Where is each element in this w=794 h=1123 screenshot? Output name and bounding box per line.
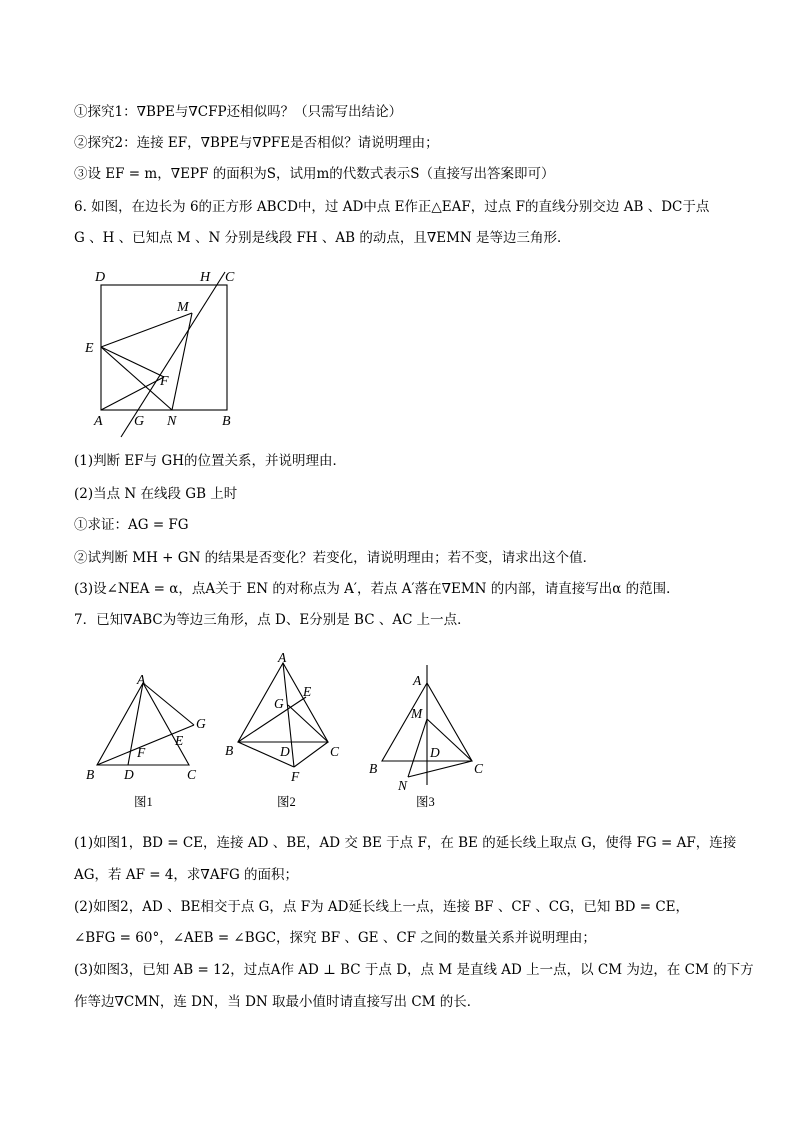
f3-label-A: A	[413, 673, 422, 688]
f3-label-M: M	[411, 706, 423, 721]
f2-label-A: A	[278, 650, 287, 665]
f1-label-D: D	[124, 767, 134, 782]
label-N: N	[167, 414, 177, 429]
q6-part1: (1)判断 EF与 GH的位置关系，并说明理由．	[74, 453, 346, 469]
f3-label-B: B	[369, 761, 378, 776]
label-G: G	[134, 414, 145, 429]
f2-label-B: B	[225, 743, 234, 758]
f3-label-C: C	[474, 761, 484, 776]
fig3-caption: 图3	[416, 795, 435, 809]
q7-part3-line1: (3)如图3，已知 AB = 12，过点A作 AD ⊥ BC 于点 D，点 M 是直线 AD 上一点，以 CM 为边，在 CM 的下方	[74, 962, 754, 978]
f3-label-D: D	[430, 745, 440, 760]
label-H: H	[200, 270, 211, 285]
f2-label-D: D	[280, 744, 290, 759]
q5-part1: ①探究1：∇BPE与∇CFP还相似吗？（只需写出结论）	[74, 104, 403, 120]
label-F: F	[160, 374, 169, 389]
q7-part2-line2: ∠BFG = 60°，∠AEB = ∠BGC，探究 BF 、GE 、CF 之间的数量关系并说明理由；	[74, 930, 596, 946]
q6-part2-sub2: ②试判断 MH + GN 的结果是否变化？若变化，请说明理由；若不变，请求出这个值．	[74, 550, 597, 566]
q5-part2: ②探究2：连接 EF，∇BPE与∇PFE是否相似？请说明理由；	[74, 135, 439, 151]
f1-label-G: G	[196, 716, 206, 731]
label-M: M	[177, 300, 189, 315]
q7-part2-line1: (2)如图2，AD 、BE相交于点 G，点 F为 AD延长线上一点，连接 BF 、CF 、CG，已知 BD = CE，	[74, 899, 690, 915]
q7-part1-line2: AG，若 AF = 4，求∇AFG 的面积；	[74, 867, 299, 883]
f1-label-A: A	[137, 672, 146, 687]
q7-part1-line1: (1)如图1，BD = CE，连接 AD 、BE，AD 交 BE 于点 F，在 BE 的延长线上取点 G，使得 FG = AF，连接	[74, 835, 737, 851]
q7-figures	[80, 645, 520, 820]
f2-label-C: C	[330, 744, 340, 759]
fig2-caption: 图2	[277, 795, 296, 809]
label-E: E	[85, 341, 94, 356]
f2-label-G: G	[274, 696, 284, 711]
q7-part3-line2: 作等边∇CMN，连 DN，当 DN 取最小值时请直接写出 CM 的长．	[74, 994, 481, 1010]
q6-square-figure	[80, 262, 250, 442]
q6-part2-sub1: ①求证：AG = FG	[74, 517, 189, 533]
label-C: C	[225, 270, 235, 285]
q6-stem-line1: 6. 如图，在边长为 6的正方形 ABCD中，过 AD中点 E作正△EAF，过点 F的直线分别交边 AB 、DC于点	[74, 199, 710, 215]
f1-label-C: C	[187, 767, 197, 782]
f1-label-E: E	[175, 733, 184, 748]
q5-part3: ③设 EF = m，∇EPF 的面积为S，试用m的代数式表示S（直接写出答案即可）	[74, 166, 555, 182]
label-B: B	[222, 414, 231, 429]
f3-label-N: N	[398, 778, 408, 793]
q7-stem: 7．已知∇ABC为等边三角形，点 D、E分别是 BC 、AC 上一点．	[74, 612, 471, 628]
q6-stem-line2: G 、H 、已知点 M 、N 分别是线段 FH 、AB 的动点，且∇EMN 是等边三角形．	[74, 230, 571, 246]
f2-label-E: E	[303, 684, 312, 699]
label-A: A	[94, 414, 103, 429]
f1-label-B: B	[86, 767, 95, 782]
f2-label-F: F	[291, 769, 300, 784]
label-D: D	[95, 270, 106, 285]
f1-label-F: F	[137, 745, 146, 760]
q6-part2: (2)当点 N 在线段 GB 上时	[74, 486, 238, 502]
fig1-caption: 图1	[134, 795, 153, 809]
q6-part3: (3)设∠NEA = α，点A关于 EN 的对称点为 A′，若点 A′落在∇EMN 的内部，请直接写出α 的范围．	[74, 581, 680, 597]
